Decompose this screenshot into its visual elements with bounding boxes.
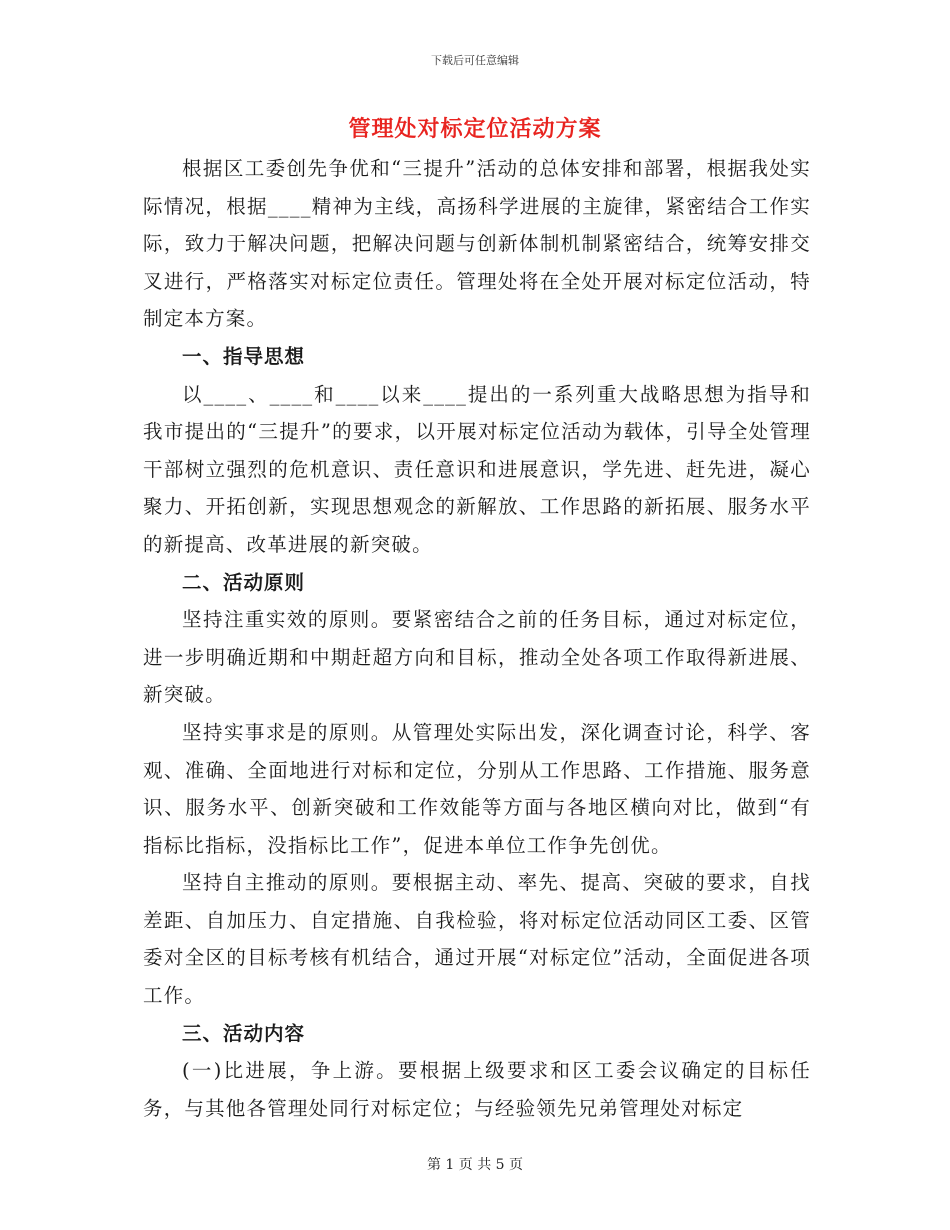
paragraph-principle-realism: 坚持实事求是的原则。从管理处实际出发，深化调查讨论，科学、客观、准确、全面地进行对标和定位，分别从工作思路、工作措施、服务意识、服务水平、创新突破和工作效能等方面与各地区横向对比，做到“有指标比指标，没指标比工作”，促进本单位工作争先创优。 [143,720,811,857]
header-note: 下载后可任意编辑 [431,54,519,67]
paragraph-principle-effectiveness: 坚持注重实效的原则。要紧密结合之前的任务目标，通过对标定位，进一步明确近期和中期赶超方向和目标，推动全处各项工作取得新进展、新突破。 [143,608,811,707]
section-heading-content: 三、活动内容 [182,1021,306,1045]
document-title: 管理处对标定位活动方案 [348,117,602,142]
section-heading-guiding-ideology: 一、指导思想 [182,344,306,368]
paragraph-principle-self-driven: 坚持自主推动的原则。要根据主动、率先、提高、突破的要求，自找差距、自加压力、自定措施、自我检验，将对标定位活动同区工委、区管委对全区的目标考核有机结合，通过开展“对标定位”活动，全面促进各项工作。 [143,871,811,1008]
section-heading-principles: 二、活动原则 [182,570,306,594]
paragraph-intro: 根据区工委创先争优和“三提升”活动的总体安排和部署，根据我处实际情况，根据____精神为主线，高扬科学进展的主旋律，紧密结合工作实际，致力于解决问题，把解决问题与创新体制机制紧密结合，统筹安排交叉进行，严格落实对标定位责任。管理处将在全处开展对标定位活动，特制定本方案。 [143,157,811,331]
paragraph-content-item-1: (一)比进展，争上游。要根据上级要求和区工委会议确定的目标任务，与其他各管理处同行对标定位；与经验领先兄弟管理处对标定 [143,1059,811,1120]
page-footer: 第 1 页 共 5 页 [426,1157,524,1173]
paragraph-guiding-ideology: 以____、____和____以来____提出的一系列重大战略思想为指导和我市提出的“三提升”的要求，以开展对标定位活动为载体，引导全处管理干部树立强烈的危机意识、责任意识和进展意识，学先进、赶先进，凝心聚力、开拓创新，实现思想观念的新解放、工作思路的新拓展、服务水平的新提高、改革进展的新突破。 [143,382,811,556]
document-body [143,150,811,1127]
